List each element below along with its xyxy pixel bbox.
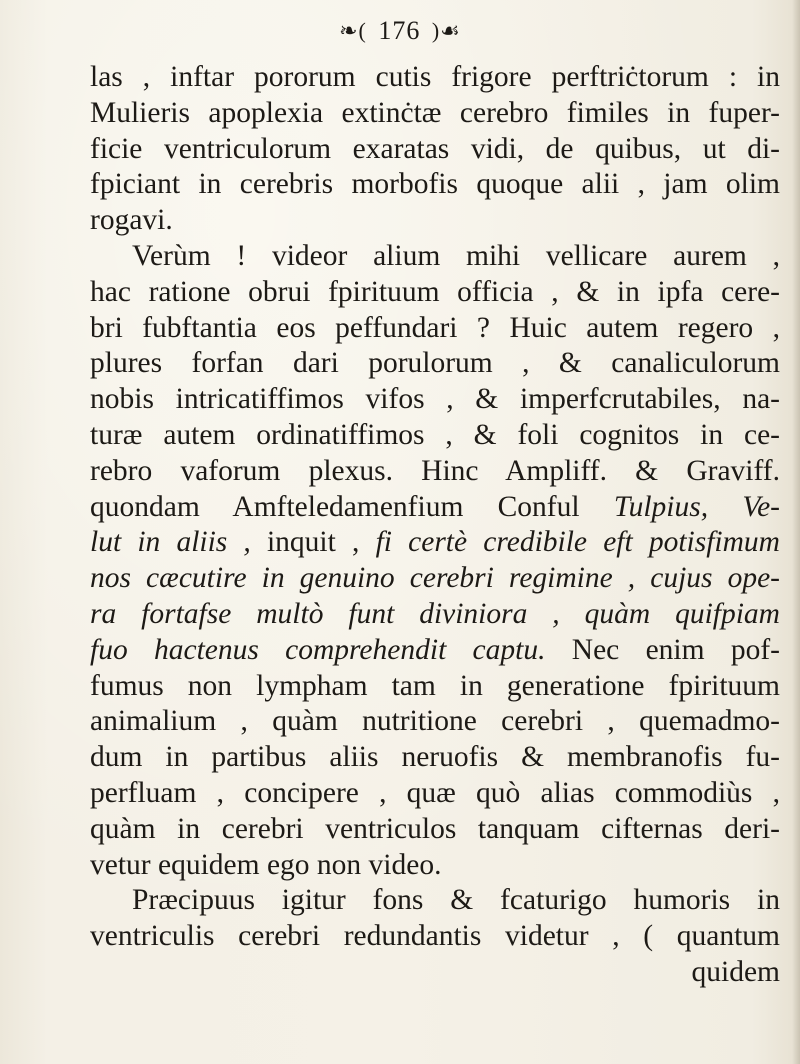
text-segment: vetur equidem ego non video. — [90, 848, 442, 881]
text-line — [90, 704, 780, 740]
text-line — [90, 167, 780, 203]
header-ornament-left: ❧( — [339, 18, 367, 44]
italic-text-segment: Tulpius, Ve- — [613, 490, 780, 523]
text-segment: fumus non lympham tam in generatione fpirituum — [90, 669, 780, 702]
text-line — [90, 418, 780, 454]
text-segment: ventriculis cerebri redundantis videtur , ( quantum — [90, 920, 780, 953]
text-line — [90, 669, 780, 705]
text-line — [90, 525, 780, 561]
text-segment: fpiciant in cerebris morbofis quoque alii , jam olim — [90, 168, 780, 201]
text-line — [90, 597, 780, 633]
running-header — [0, 14, 800, 46]
text-segment: quidem — [691, 955, 780, 988]
text-segment: dum in partibus aliis neruofis & membranofis fu- — [90, 741, 780, 774]
italic-text-segment: fi certè credibile eft potisfimum — [375, 526, 780, 559]
text-segment: rogavi. — [90, 204, 173, 237]
text-line — [90, 60, 780, 96]
text-segment: perfluam , concipere , quæ quò alias commodiùs , — [90, 776, 780, 809]
text-line — [90, 132, 780, 168]
text-line — [90, 812, 780, 848]
text-line — [90, 561, 780, 597]
text-line — [90, 490, 780, 526]
italic-text-segment: nos cæcutire in genuino cerebri regimine , cujus ope- — [90, 562, 780, 595]
text-segment: inquit , — [250, 526, 376, 559]
italic-text-segment: ra fortafse multò funt diviniora , quàm quifpiam — [90, 597, 780, 630]
text-segment: las , inftar pororum cutis frigore perftriċtorum : in — [90, 61, 780, 93]
text-segment: Præcipuus igitur fons & fcaturigo humoris in — [132, 884, 780, 917]
text-line — [90, 633, 780, 669]
text-segment: Nec enim pof- — [545, 633, 780, 666]
text-segment: Verùm ! videor alium mihi vellicare aurem , — [132, 239, 780, 272]
italic-text-segment: lut in aliis , — [90, 526, 251, 559]
text-segment: Mulieris apoplexia extinċtæ cerebro fimiles in fuper- — [90, 96, 780, 129]
text-segment: nobis intricatiffimos vifos , & imperfcrutabiles, na- — [90, 383, 780, 416]
text-line — [90, 382, 780, 418]
text-segment: turæ autem ordinatiffimos , & foli cognitos in ce- — [90, 418, 780, 451]
text-segment: animalium , quàm nutritione cerebri , quemadmo- — [90, 705, 780, 738]
text-line — [90, 311, 780, 347]
text-line — [90, 848, 780, 884]
text-line — [90, 346, 780, 382]
text-line — [90, 883, 780, 919]
text-segment: hac ratione obrui fpirituum officia , & in ipfa cere- — [90, 275, 780, 308]
text-segment: ficie ventriculorum exaratas vidi, de quibus, ut di- — [90, 132, 780, 165]
page-edge-shadow — [792, 0, 800, 1064]
page-number: 176 — [378, 16, 421, 46]
text-line — [90, 740, 780, 776]
body-text — [90, 60, 780, 991]
text-line — [90, 955, 780, 991]
text-segment: quondam Amfteledamenfium Conful — [90, 490, 614, 523]
text-line — [90, 919, 780, 955]
text-line — [90, 454, 780, 490]
text-line — [90, 96, 780, 132]
text-segment: plures forfan dari porulorum , & canaliculorum — [90, 347, 780, 380]
text-segment: bri fubftantia eos peffundari ? Huic autem regero , — [90, 311, 780, 344]
text-segment: quàm in cerebri ventriculos tanquam cifternas deri- — [90, 812, 780, 845]
text-line — [90, 776, 780, 812]
text-line — [90, 275, 780, 311]
text-line — [90, 203, 780, 239]
text-segment: rebro vaforum plexus. Hinc Ampliff. & Graviff. — [90, 454, 780, 487]
text-line — [90, 239, 780, 275]
header-ornament-right: )☙ — [431, 18, 461, 44]
italic-text-segment: fuo hactenus comprehendit captu. — [90, 633, 546, 666]
